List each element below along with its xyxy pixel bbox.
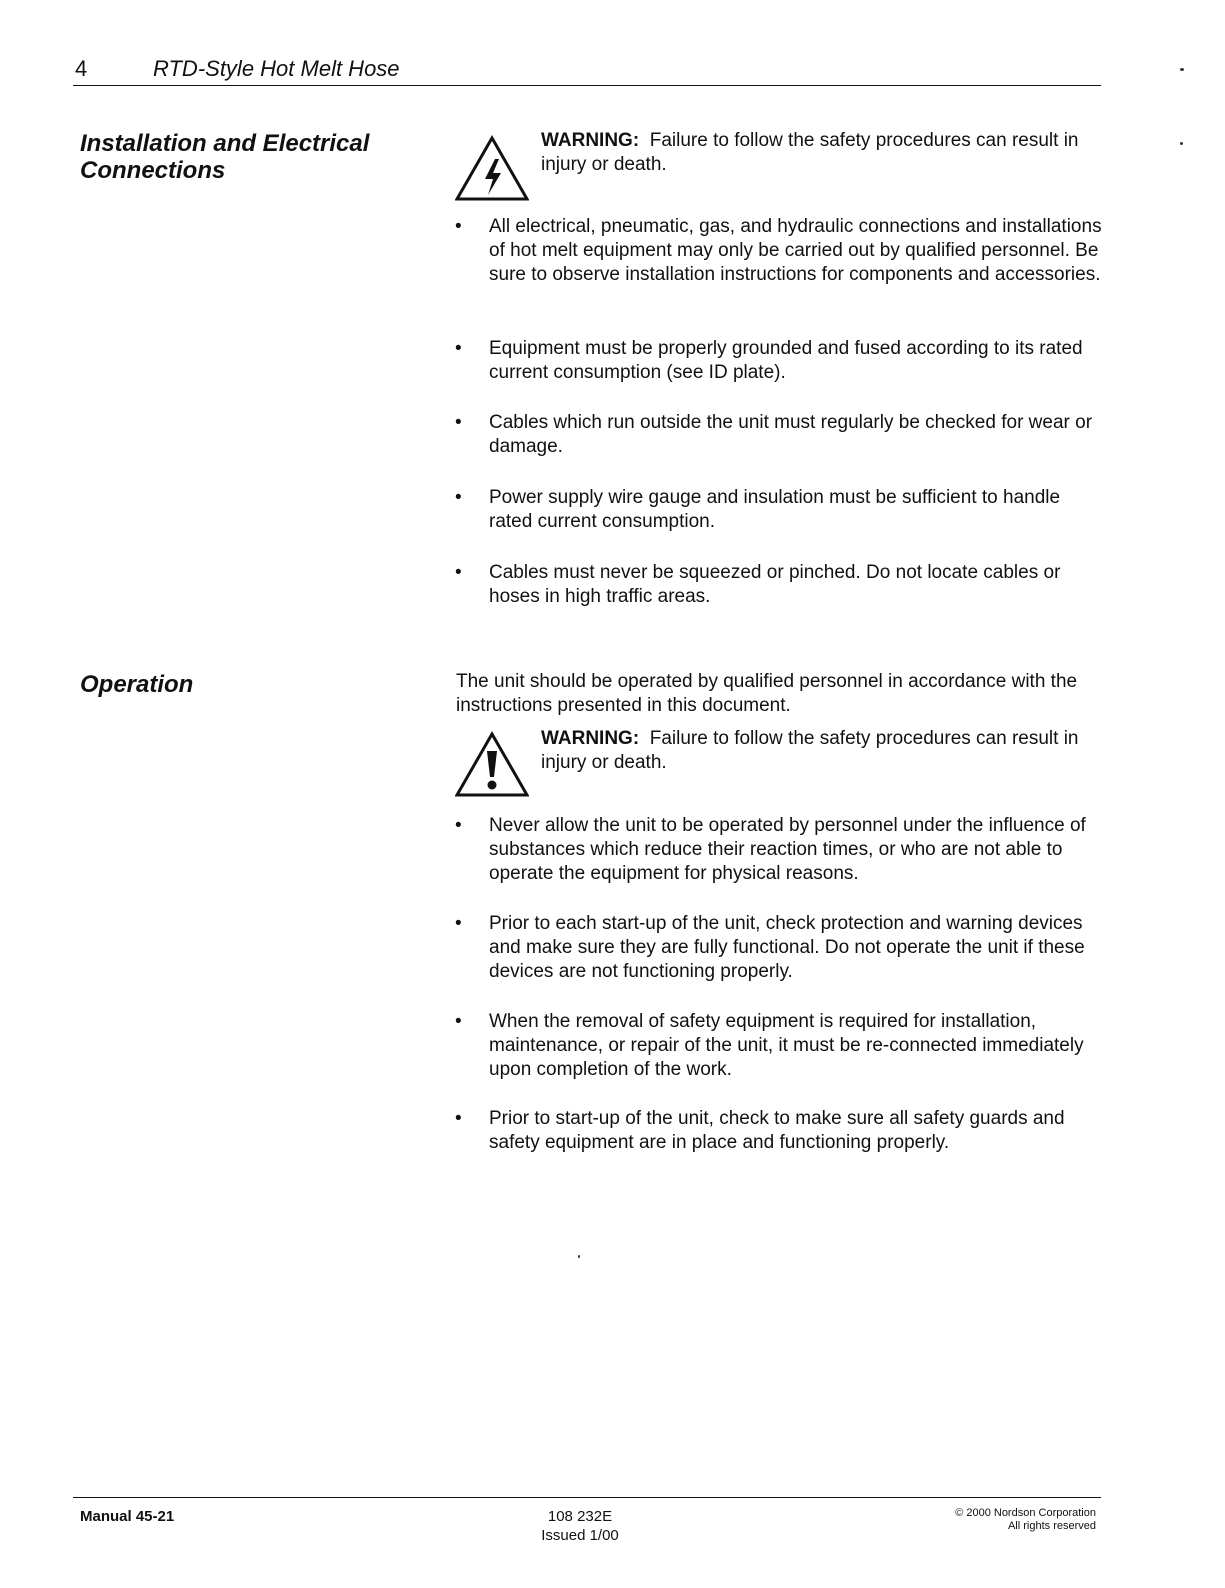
page-number: 4 — [75, 56, 88, 81]
part-number-block: 108 232E Issued 1/00 — [541, 1508, 619, 1544]
copyright-block: © 2000 Nordson Corporation All rights reserved — [955, 1507, 1096, 1532]
footer-rule — [73, 1497, 1101, 1498]
scan-speck — [1180, 142, 1183, 145]
section-title-installation: Installation and Electrical Connections — [80, 130, 370, 184]
scan-speck — [1180, 68, 1184, 71]
running-title: RTD-Style Hot Melt Hose — [153, 56, 400, 81]
scan-speck — [578, 1255, 580, 1258]
section-title-operation: Operation — [80, 671, 194, 698]
operation-warning: WARNING: Failure to follow the safety procedures can result in injury or death. — [541, 728, 1079, 773]
operation-intro: The unit should be operated by qualified personnel in accordance with the instructions presented in this document. — [456, 671, 1078, 716]
electrical-hazard-triangle-icon — [455, 135, 529, 201]
exclamation-triangle-icon — [455, 731, 529, 797]
header-rule — [73, 85, 1101, 86]
manual-number: Manual 45-21 — [80, 1508, 175, 1525]
installation-warning: WARNING: Failure to follow the safety procedures can result in injury or death. — [541, 130, 1079, 175]
